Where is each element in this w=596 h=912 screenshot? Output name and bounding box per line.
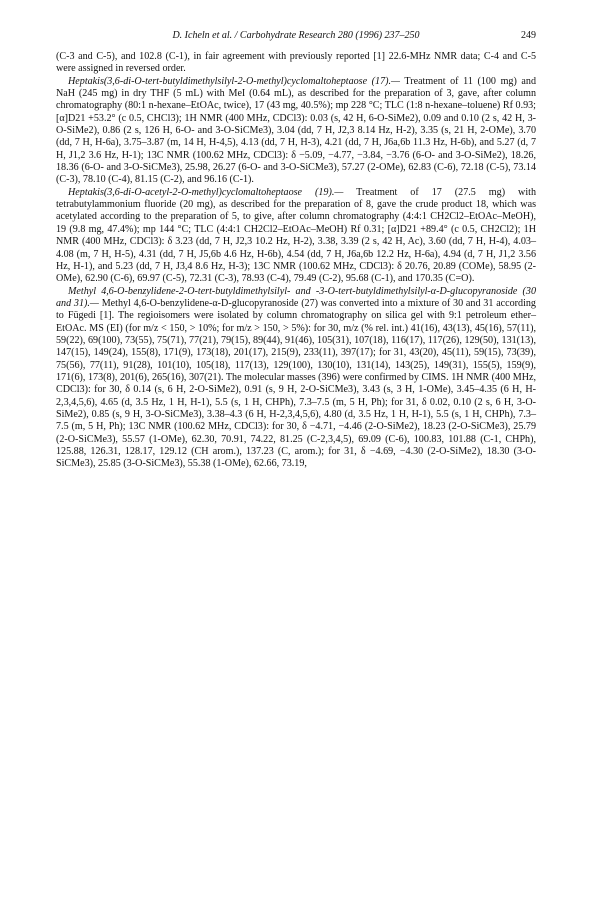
paragraph-text: Methyl 4,6-O-benzylidene-α-D-glucopyranoside (27) was converted into a mixture of 30 and 31 according to Fügedi [1]. The regioisomers were isolated by column chromatography on silica gel with 9:1 petroleum ether–EtOAc. MS (EI) (for m/z < 150, > 10%; for m/z > 150, > 5%): for 30, m/z (% rel. int.) 41(16), 43(13), 45(16), 57(11), 59(22), 69(100), 73(55), 75(71), 77(21), 79(15), 89(44), 91(46), 105(31), 107(18), 116(17), 117(26), 129(50), 131(13), 147(15), 149(24), 155(8), 171(9), 173(18), 201(17), 215(9), 233(11), 397(17); for 31, 43(20), 45(11), 59(15), 73(39), 75(56), 77(11), 91(28), 101(10), 105(18), 117(13), 129(100), 130(10), 131(14), 143(25), 149(31), 155(5), 159(9), 171(6), 173(8), 201(6), 265(16), 307(21). The molecular masses (396) were confirmed by CIMS. 1H NMR (400 MHz, CDCl3): for 30, δ 0.14 (s, 6 H, 2-O-SiMe2), 0.91 (s, 9 H, 2-O-SiCMe3), 3.43 (s, 3 H, 1-OMe), 3.45–4.35 (6 H, H-2,3,4,5,6), 4.65 (d, 3.5 Hz, 1 H, H-1), 5.5 (s, 1 H, CHPh), 7.3–7.5 (m, 5 H, Ph); for 31, δ 0.02, 0.10 (2 s, 6 H, 3-O-SiMe2), 0.85 (s, 9 H, 3-O-SiCMe3), 3.38–4.3 (6 H, H-2,3,4,5,6), 4.80 (d, 3.5 Hz, 1 H, H-1), 5.5 (s, 1 H, CHPh), 7.3–7.5 (m, 5 H, Ph); 13C NMR (100.62 MHz, CDCl3): for 30, δ −4.71, −4.46 (2-O-SiMe2), 18.23 (2-O-SiCMe3), 25.79 (2-O-SiCMe3), 55.57 (1-OMe), 62.30, 70.91, 74.22, 81.25 (C-2,3,4,5), 69.09 (C-6), 100.83, 101.88 (C-1, CHPh), 125.88, 126.31, 128.17, 129.12 (CH arom.), 137.23 (C, arom.); for 31, δ −4.69, −4.30 (2-O-SiMe2), 18.30 (3-O-SiCMe3), 25.85 (3-O-SiCMe3), 55.38 (1-OMe), 62.66, 73.19, — [56, 297, 536, 470]
page-number: 249 — [521, 30, 536, 41]
article-body — [56, 51, 536, 471]
paragraph-continuation — [56, 51, 536, 76]
paragraph-compound-17 — [56, 76, 536, 187]
paragraph-text: Treatment of 17 (27.5 mg) with tetrabutylammonium fluoride (20 mg), as described for the preparation of 8, gave the crude product 18, which was acetylated according to the preparation of 5, to give, after column chromatography (4:4:1 CH2Cl2–EtOAc–MeOH), 19 (9.8 mg, 47.4%); mp 144 °C; TLC (4:4:1 CH2Cl2–EtOAc–MeOH) Rf 0.31; [α]D21 +89.4° (c 0.5, CH2Cl2); 1H NMR (400 MHz, CDCl3): δ 3.23 (dd, 7 H, J2,3 10.2 Hz, H-2), 3.38, 3.39 (2 s, 42 H, Ac), 3.60 (dd, 7 H, H-4), 4.03–4.08 (m, 7 H, H-5), 4.31 (dd, 7 H, J5,6b 4.6 Hz, H-6b), 4.54 (dd, 7 H, J6a,6b 12.2 Hz, H-6a), 4.94 (d, 7 H, J1,2 3.56 Hz, H-1), and 5.23 (dd, 7 H, J3,4 8.6 Hz, H-3); 13C NMR (100.62 MHz, CDCl3): δ 20.76, 20.89 (COMe), 58.95 (2-OMe), 62.90 (C-6), 69.97 (C-5), 72.31 (C-3), 78.93 (C-4), 79.49 (C-2), 95.68 (C-1), and 170.35 (C=O). — [56, 186, 537, 285]
paragraph-compounds-30-31 — [56, 286, 536, 471]
section-heading: Heptakis(3,6-di-O-acetyl-2-O-methyl)cyclomaltoheptaose (19).— — [68, 186, 344, 198]
paragraph-text: (C-3 and C-5), and 102.8 (C-1), in fair agreement with previously reported [1] 22.6-MHz NMR data; C-4 and C-5 were assigned in reversed order. — [56, 51, 536, 75]
paragraph-compound-19 — [56, 187, 536, 286]
journal-citation: D. Icheln et al. / Carbohydrate Research 280 (1996) 237–250 — [172, 30, 420, 41]
section-heading: Heptakis(3,6-di-O-tert-butyldimethylsilyl-2-O-methyl)cyclomaltoheptaose (17).— — [68, 75, 400, 87]
journal-page — [56, 30, 536, 471]
section-heading: Methyl 4,6-O-benzylidene-2-O-tert-butyldimethylsilyl- and -3-O-tert-butyldimethylsilyl-α-D-glucopyranoside (30 and 31).— — [56, 285, 536, 309]
paragraph-text: Treatment of 11 (100 mg) and NaH (245 mg) in dry THF (5 mL) with MeI (0.64 mL), as described for the preparation of 3, gave, after column chromatography (80:1 n-hexane–EtOAc, twice), 17 (43 mg, 40.5%); mp 228 °C; TLC (1:8 n-hexane–toluene) Rf 0.93; [α]D21 +53.2° (c 0.5, CHCl3); 1H NMR (400 MHz, CDCl3): 0.03 (s, 42 H, 6-O-SiMe2), 0.09 and 0.10 (2 s, 42 H, 3-O-SiMe2), 0.86 (2 s, 126 H, 6-O- and 3-O-SiCMe3), 3.04 (dd, 7 H, J2,3 8.14 Hz, H-2), 3.35 (s, 21 H, 2-OMe), 3.70 (dd, 7 H, H-6a), 3.75–3.87 (m, 14 H, H-4,5), 4.13 (dd, 7 H, H-3), 4.21 (dd, 7 H, J6a,6b 11.3 Hz, H-6b), and 5.27 (d, 7 H, J1,2 3.6 Hz, H-1); 13C NMR (100.62 MHz, CDCl3): δ −5.09, −4.77, −3.84, −3.76 (6-O- and 3-O-SiMe2), 18.26, 18.36 (6-O- and 3-O-SiCMe3), 25.98, 26.27 (6-O- and 3-O-SiCMe3), 57.27 (2-OMe), 62.83 (C-6), 72.18 (C-5), 73.14 (C-3), 78.10 (C-4), 81.15 (C-2), and 96.16 (C-1). — [56, 75, 536, 186]
running-header — [56, 30, 536, 41]
